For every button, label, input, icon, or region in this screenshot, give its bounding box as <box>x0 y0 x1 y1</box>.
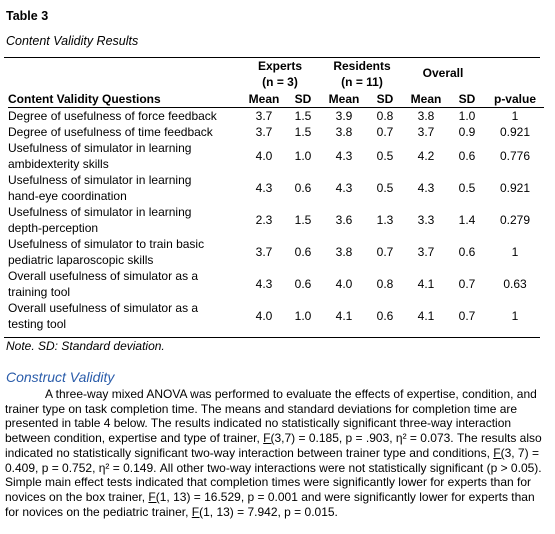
overall-mean: 3.3 <box>417 213 435 227</box>
overall-mean: 4.2 <box>417 149 435 163</box>
experts-sd: 1.5 <box>294 213 312 227</box>
row-question-line1: Usefulness of simulator in learning <box>8 173 192 187</box>
row-question-line2: pediatric laparoscopic skills <box>8 253 154 267</box>
table-row <box>8 204 544 236</box>
group-header-overall <box>405 65 481 81</box>
row-question <box>8 236 244 268</box>
row-question-line1: Overall usefulness of simulator as a <box>8 269 199 283</box>
experts-sd: 0.6 <box>294 277 312 291</box>
col-header-question: Content Validity Questions <box>8 92 161 106</box>
table-row <box>8 124 544 140</box>
overall-sd: 0.9 <box>458 125 476 139</box>
table-row <box>8 140 544 172</box>
row-question <box>8 300 244 332</box>
experts-mean: 4.3 <box>255 277 273 291</box>
p-value: 0.921 <box>499 181 531 195</box>
overall-sd: 0.6 <box>458 149 476 163</box>
residents-sd: 0.5 <box>376 181 394 195</box>
p-value: 1 <box>511 245 519 259</box>
experts-sd: 0.6 <box>294 245 312 259</box>
row-question-line1: Overall usefulness of simulator as a <box>8 301 199 315</box>
experts-mean: 4.0 <box>255 309 273 323</box>
f-statistic: F( <box>191 504 204 519</box>
overall-sd: 0.7 <box>458 277 476 291</box>
residents-name: Residents <box>333 59 391 73</box>
experts-n: (n = 3) <box>262 75 298 89</box>
residents-sd: 0.5 <box>376 149 394 163</box>
overall-sd: 0.7 <box>458 309 476 323</box>
col-header-experts-sd: SD <box>294 92 312 106</box>
overall-mean: 4.1 <box>417 309 435 323</box>
row-question <box>8 268 244 300</box>
table-header-row <box>8 91 544 108</box>
col-header-overall-mean: Mean <box>410 92 442 106</box>
content-validity-table <box>8 91 544 332</box>
f-statistic: F( <box>493 445 505 460</box>
experts-name: Experts <box>257 59 303 73</box>
row-question: Degree of usefulness of time feedback <box>8 125 213 139</box>
f-statistic: F( <box>148 489 160 504</box>
residents-sd: 0.8 <box>376 109 394 123</box>
p-value: 0.776 <box>499 149 531 163</box>
col-header-p-value: p-value <box>493 92 536 106</box>
p-value: 1 <box>511 309 519 323</box>
col-header-residents-sd: SD <box>376 92 394 106</box>
residents-sd: 0.7 <box>376 125 394 139</box>
overall-mean: 4.3 <box>417 181 435 195</box>
section-paragraph <box>5 387 545 519</box>
section-heading: Construct Validity <box>6 369 115 385</box>
p-value: 0.63 <box>503 277 527 291</box>
table-bottom-rule <box>4 337 540 338</box>
row-question <box>8 172 244 204</box>
table-row <box>8 268 544 300</box>
residents-n: (n = 11) <box>341 75 383 89</box>
row-question-line2: testing tool <box>8 317 67 331</box>
experts-sd: 1.0 <box>294 309 312 323</box>
table-row <box>8 172 544 204</box>
residents-sd: 0.6 <box>376 309 394 323</box>
group-header-residents <box>320 58 404 90</box>
row-question-line1: Usefulness of simulator in learning <box>8 205 192 219</box>
col-header-experts-mean: Mean <box>248 92 280 106</box>
residents-mean: 4.1 <box>335 309 353 323</box>
experts-sd: 0.6 <box>294 181 312 195</box>
row-question-line1: Usefulness of simulator to train basic <box>8 237 205 251</box>
row-question <box>8 140 244 172</box>
residents-mean: 4.0 <box>335 277 353 291</box>
residents-sd: 0.7 <box>376 245 394 259</box>
overall-sd: 0.5 <box>458 181 476 195</box>
overall-sd: 0.6 <box>458 245 476 259</box>
residents-mean: 3.8 <box>335 245 353 259</box>
experts-sd: 1.5 <box>294 125 312 139</box>
p-value: 0.921 <box>499 125 531 139</box>
table-row <box>8 236 544 268</box>
experts-mean: 2.3 <box>255 213 273 227</box>
overall-mean: 4.1 <box>417 277 435 291</box>
overall-mean: 3.8 <box>417 109 435 123</box>
overall-sd: 1.4 <box>458 213 476 227</box>
table-row <box>8 108 544 125</box>
residents-mean: 4.3 <box>335 149 353 163</box>
experts-mean: 4.3 <box>255 181 273 195</box>
row-question-line1: Usefulness of simulator in learning <box>8 141 192 155</box>
paragraph-text: A three-way mixed ANOVA was performed to evaluate the effects of expertise, condition, and trainer type on task completion time. The means and standard deviations for completion time are presented in table 4 below. The results indicated no statistically significant three-way interaction between condition, expertise and type of trainer, <box>5 387 537 446</box>
experts-mean: 4.0 <box>255 149 273 163</box>
row-question <box>8 204 244 236</box>
residents-sd: 1.3 <box>376 213 394 227</box>
residents-mean: 3.8 <box>335 125 353 139</box>
table-title: Content Validity Results <box>6 34 139 48</box>
overall-name: Overall <box>422 66 464 80</box>
f-statistic: F( <box>263 431 275 446</box>
paragraph-text: 3,7) = 0.185, p = .903, η² = 0.073. The results also indicated no statistically significant two-way interaction between trainer type and conditions, <box>5 431 542 460</box>
row-question-line2: depth-perception <box>8 221 99 235</box>
row-question: Degree of usefulness of force feedback <box>8 109 217 123</box>
experts-mean: 3.7 <box>255 109 273 123</box>
row-question-line2: hand-eye coordination <box>8 189 127 203</box>
col-header-overall-sd: SD <box>458 92 476 106</box>
p-value: 0.279 <box>499 213 531 227</box>
table-note: Note. SD: Standard deviation. <box>6 339 165 353</box>
p-value: 1 <box>511 109 519 123</box>
overall-mean: 3.7 <box>417 245 435 259</box>
row-question-line2: training tool <box>8 285 71 299</box>
overall-sd: 1.0 <box>458 109 476 123</box>
col-header-residents-mean: Mean <box>328 92 360 106</box>
residents-mean: 3.6 <box>335 213 353 227</box>
group-header-experts <box>246 58 314 90</box>
experts-sd: 1.5 <box>294 109 312 123</box>
experts-mean: 3.7 <box>255 245 273 259</box>
experts-sd: 1.0 <box>294 149 312 163</box>
paragraph-text: 3, 7) = 0.409, p = 0.752, η² = 0.149. All other two-way interactions were not statistically significant (p > 0.05). Simple main effect tests indicated that completion times were significantly lower for experts than for novices on the box trainer, <box>5 445 542 504</box>
paragraph-text: 1, 13) = 7.942, p = 0.015. <box>203 504 338 519</box>
table-label: Table 3 <box>6 9 49 23</box>
residents-mean: 3.9 <box>335 109 353 123</box>
residents-sd: 0.8 <box>376 277 394 291</box>
table-row <box>8 300 544 332</box>
paragraph-text: 1, 13) = 16.529, p = 0.001 and were significantly lower for experts than for novices on the pediatric trainer, <box>5 489 535 519</box>
residents-mean: 4.3 <box>335 181 353 195</box>
row-question-line2: ambidexterity skills <box>8 157 109 171</box>
experts-mean: 3.7 <box>255 125 273 139</box>
overall-mean: 3.7 <box>417 125 435 139</box>
